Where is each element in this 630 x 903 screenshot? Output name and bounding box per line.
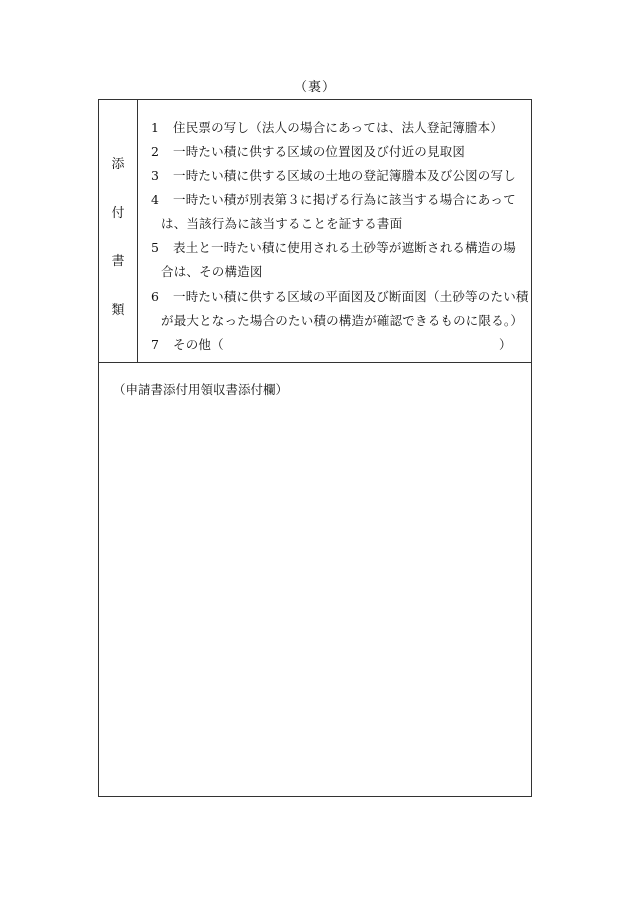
- item-number: 4: [151, 192, 160, 207]
- attachments-label-char: 書: [111, 254, 125, 269]
- attachment-item-3: [151, 166, 516, 184]
- attachment-item-1: [151, 118, 503, 136]
- item-number: 5: [151, 240, 160, 255]
- attachments-label-char: 添: [111, 157, 125, 172]
- attachment-item-2: [151, 142, 465, 160]
- item-text: 一時たい積に供する区域の平面図及び断面図（土砂等のたい積: [173, 289, 529, 304]
- attachment-item-4-continuation: は、当該行為に該当することを証する書面: [161, 216, 403, 231]
- attachments-label-char: 類: [111, 303, 125, 318]
- item-text: 一時たい積に供する区域の土地の登記簿謄本及び公図の写し: [173, 168, 516, 183]
- item-text: その他（: [173, 337, 224, 352]
- item-text: 一時たい積に供する区域の位置図及び付近の見取図: [173, 144, 466, 159]
- attachment-item-4: [151, 190, 516, 208]
- item-text: 住民票の写し（法人の場合にあっては、法人登記簿謄本）: [173, 120, 504, 135]
- item-number: 7: [151, 337, 160, 352]
- other-close-paren: ）: [499, 337, 512, 352]
- item-number: 2: [151, 144, 160, 159]
- item-text: 一時たい積が別表第３に掲げる行為に該当する場合にあって: [173, 192, 516, 207]
- item-number: 6: [151, 289, 160, 304]
- item-text: 表土と一時たい積に使用される土砂等が遮断される構造の場: [173, 240, 516, 255]
- attachment-item-6: [151, 287, 529, 305]
- attachment-item-6-continuation: が最大となった場合のたい積の構造が確認できるものに限る。）: [161, 313, 524, 328]
- item-number: 3: [151, 168, 160, 183]
- receipt-section-label: （申請書添付用領収書添付欄）: [113, 382, 289, 397]
- attachments-label-char: 付: [111, 206, 125, 221]
- attachment-item-7: [151, 335, 224, 353]
- attachment-item-5: [151, 238, 516, 256]
- attachments-section: [99, 100, 531, 363]
- form-box: [98, 99, 532, 797]
- page-heading: （裏）: [293, 80, 336, 95]
- item-number: 1: [151, 120, 160, 135]
- attachments-label-column: [99, 100, 138, 362]
- attachment-item-5-continuation: 合は、その構造図: [161, 264, 263, 279]
